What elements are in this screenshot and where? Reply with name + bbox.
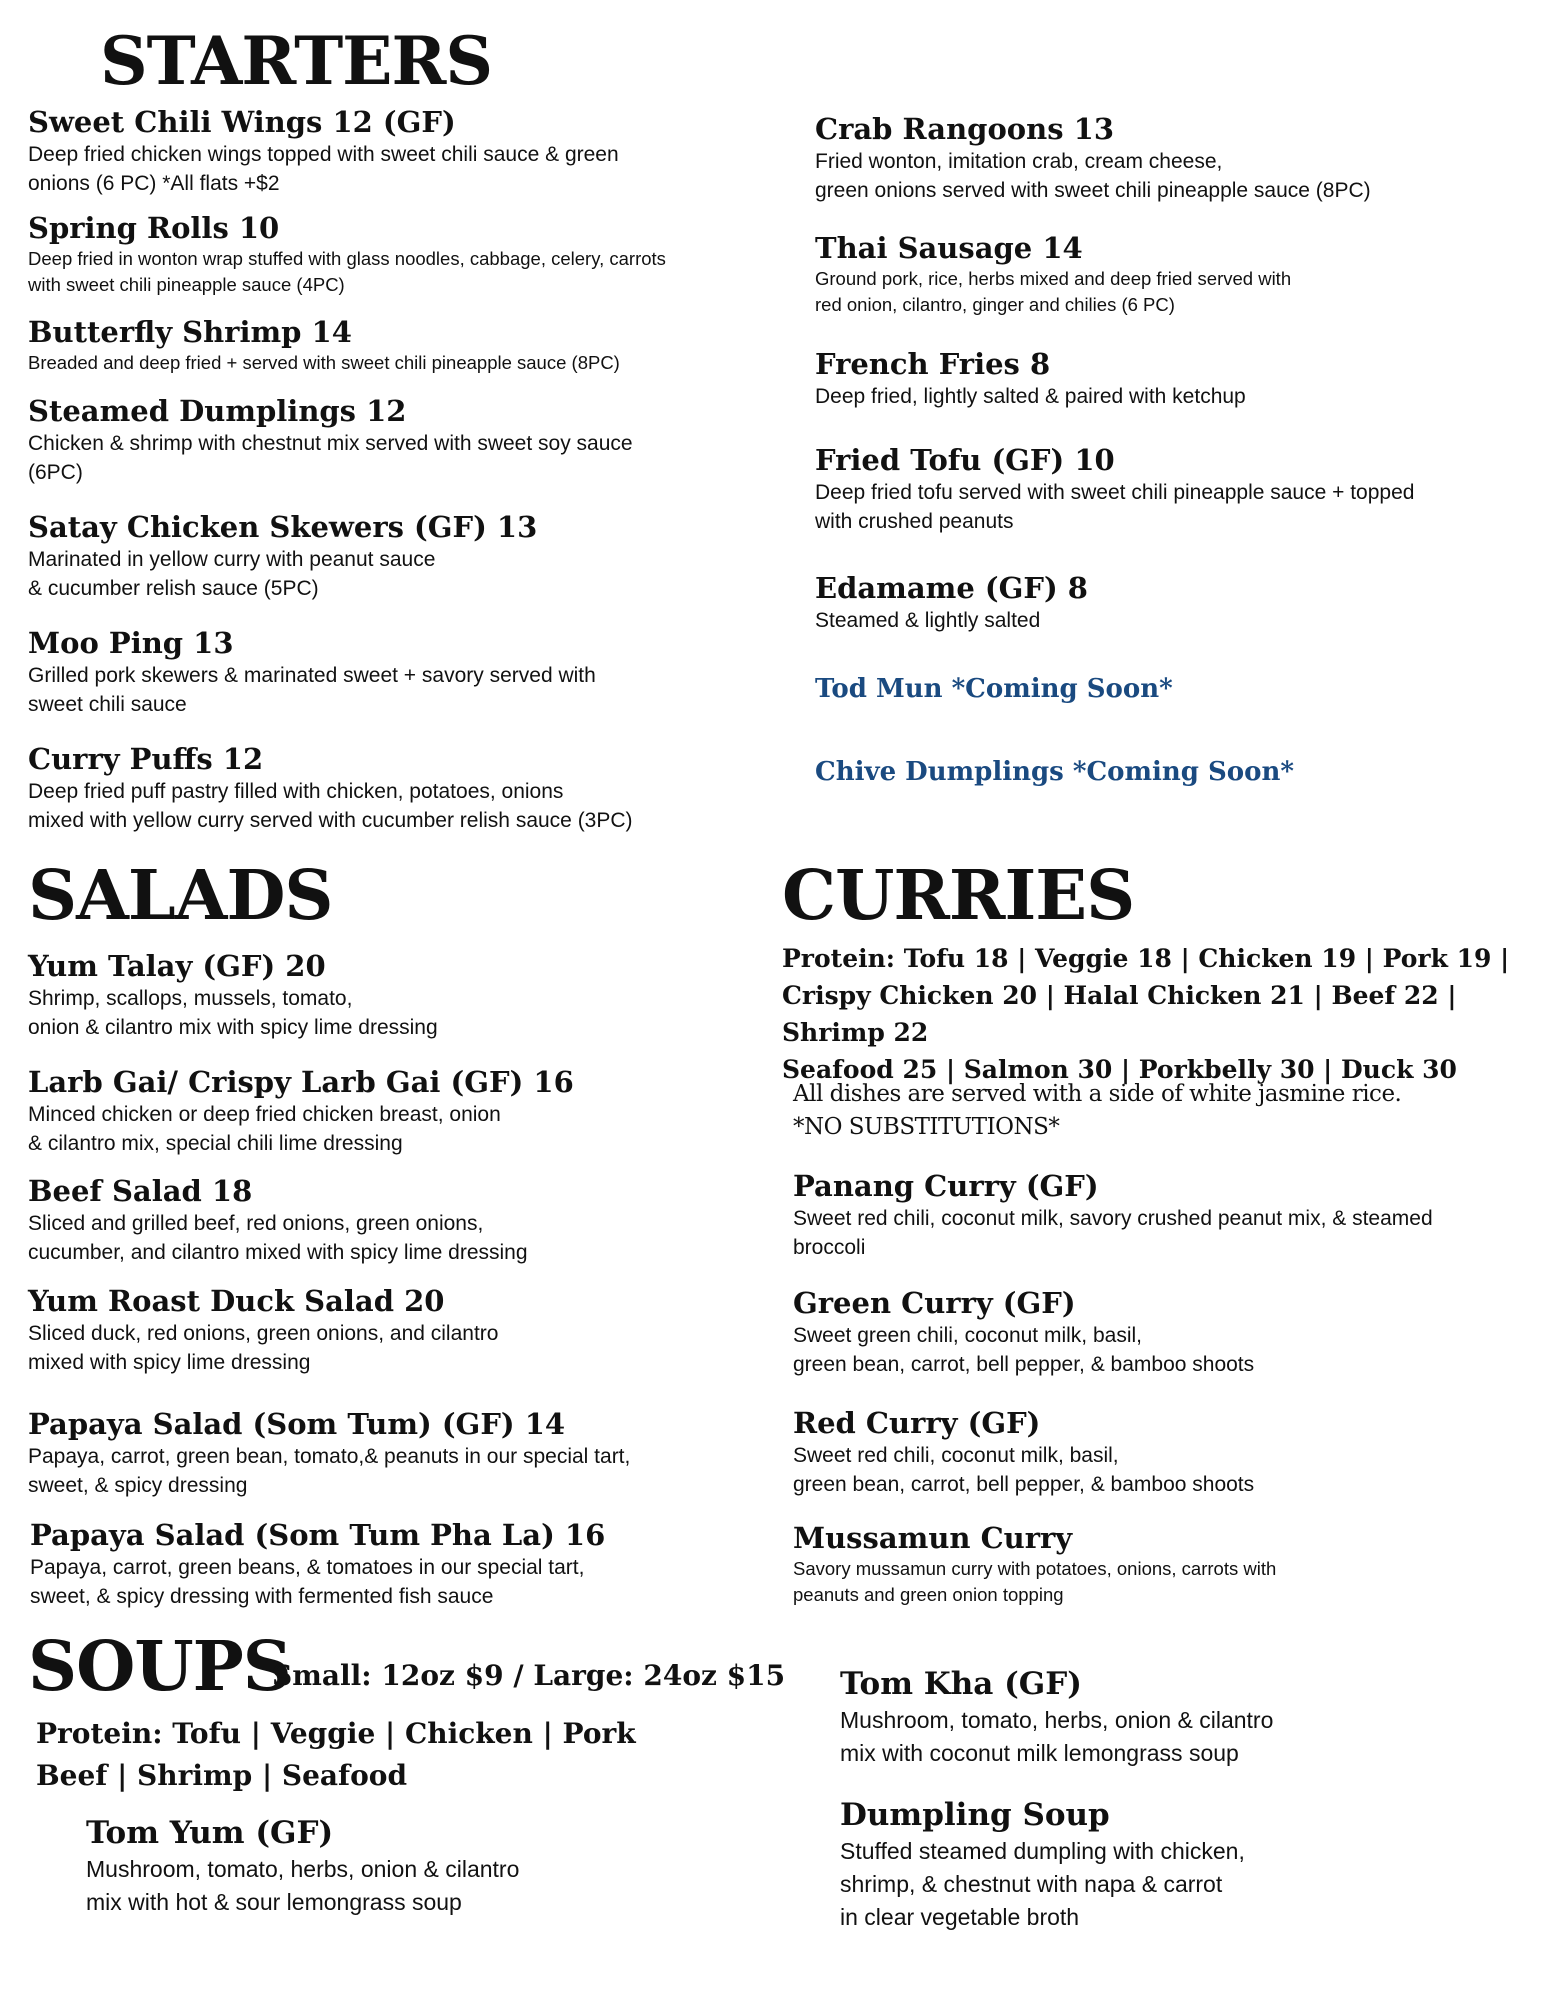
- item-description: Sweet green chili, coconut milk, basil, green bean, carrot, bell pepper, & bamboo shoots: [793, 1324, 1255, 1376]
- menu-item: [815, 570, 1535, 635]
- item-description: Ground pork, rice, herbs mixed and deep fried served with red onion, cilantro, ginger and chilies (6 PC): [815, 268, 1292, 315]
- item-name: Spring Rolls 10: [28, 211, 280, 245]
- item-description: Marinated in yellow curry with peanut sauce & cucumber relish sauce (5PC): [28, 548, 436, 600]
- item-description: Mushroom, tomato, herbs, onion & cilantro mix with coconut milk lemongrass soup: [840, 1707, 1274, 1766]
- item-description: Sliced duck, red onions, green onions, and cilantro mixed with spicy lime dressing: [28, 1322, 499, 1374]
- soups-sizes: Small: 12oz $9 / Large: 24oz $15: [272, 1659, 786, 1692]
- menu-item: [28, 1283, 748, 1377]
- soups-heading: SOUPS: [28, 1627, 291, 1707]
- menu-item: [28, 104, 748, 198]
- menu-item: [28, 948, 748, 1042]
- item-description: Deep fried puff pastry filled with chicken, potatoes, onions mixed with yellow curry served with cucumber relish sauce (3PC): [28, 780, 633, 832]
- item-description: Deep fried in wonton wrap stuffed with glass noodles, cabbage, celery, carrots with sweet chili pineapple sauce (4PC): [28, 248, 666, 295]
- menu-item: [815, 442, 1535, 536]
- item-name: Papaya Salad (Som Tum Pha La) 16: [30, 1518, 606, 1552]
- item-name: Beef Salad 18: [28, 1174, 253, 1208]
- item-name: Mussamun Curry: [793, 1521, 1073, 1555]
- item-description: Sweet red chili, coconut milk, savory crushed peanut mix, & steamed broccoli: [793, 1207, 1433, 1259]
- item-description: Grilled pork skewers & marinated sweet + savory served with sweet chili sauce: [28, 664, 596, 716]
- item-name: Tom Yum (GF): [86, 1815, 334, 1851]
- curries-heading: CURRIES: [782, 856, 1135, 936]
- item-description: Deep fried tofu served with sweet chili pineapple sauce + topped with crushed peanuts: [815, 481, 1415, 533]
- curries-note: All dishes are served with a side of white jasmine rice. *NO SUBSTITUTIONS*: [793, 1081, 1402, 1140]
- item-description: Shrimp, scallops, mussels, tomato, onion & cilantro mix with spicy lime dressing: [28, 987, 438, 1039]
- menu-item: [28, 1064, 748, 1158]
- menu-item: [28, 509, 748, 603]
- menu-item: [815, 346, 1535, 411]
- menu-item: [28, 314, 748, 376]
- item-description: Mushroom, tomato, herbs, onion & cilantro mix with hot & sour lemongrass soup: [86, 1856, 520, 1915]
- menu-item: [28, 625, 748, 719]
- coming-soon-chive-dumplings: Chive Dumplings *Coming Soon*: [815, 757, 1294, 787]
- item-name: Green Curry (GF): [793, 1286, 1076, 1320]
- menu-item: [793, 1285, 1513, 1379]
- item-description: Stuffed steamed dumpling with chicken, shrimp, & chestnut with napa & carrot in clear vegetable broth: [840, 1838, 1245, 1930]
- item-description: Fried wonton, imitation crab, cream cheese, green onions served with sweet chili pineapple sauce (8PC): [815, 150, 1371, 202]
- menu-item: [793, 1405, 1513, 1499]
- item-name: Yum Roast Duck Salad 20: [28, 1284, 445, 1318]
- item-description: Minced chicken or deep fried chicken breast, onion & cilantro mix, special chili lime dressing: [28, 1103, 501, 1155]
- item-name: Edamame (GF) 8: [815, 571, 1088, 605]
- item-description: Steamed & lightly salted: [815, 609, 1041, 632]
- item-name: Butterfly Shrimp 14: [28, 315, 352, 349]
- item-name: Sweet Chili Wings 12 (GF): [28, 105, 456, 139]
- item-name: Larb Gai/ Crispy Larb Gai (GF) 16: [28, 1065, 574, 1099]
- coming-soon-tod-mun: Tod Mun *Coming Soon*: [815, 674, 1173, 704]
- starters-heading: STARTERS: [100, 22, 492, 100]
- menu-item: [28, 393, 748, 487]
- menu-item: [793, 1168, 1513, 1262]
- item-description: Savory mussamun curry with potatoes, onions, carrots with peanuts and green onion topping: [793, 1558, 1277, 1605]
- menu-item: [815, 230, 1535, 318]
- item-name: Dumpling Soup: [840, 1797, 1110, 1833]
- item-description: Sliced and grilled beef, red onions, green onions, cucumber, and cilantro mixed with spicy lime dressing: [28, 1212, 528, 1264]
- item-name: Panang Curry (GF): [793, 1169, 1099, 1203]
- item-name: Thai Sausage 14: [815, 231, 1083, 265]
- menu-item: [28, 1406, 748, 1500]
- item-description: Breaded and deep fried + served with sweet chili pineapple sauce (8PC): [28, 352, 620, 373]
- menu-item: [30, 1517, 750, 1611]
- salads-heading: SALADS: [28, 856, 333, 936]
- item-name: Moo Ping 13: [28, 626, 234, 660]
- item-name: Curry Puffs 12: [28, 742, 264, 776]
- item-description: Deep fried chicken wings topped with sweet chili sauce & green onions (6 PC) *All flats +$2: [28, 143, 619, 195]
- menu-item: [840, 1795, 1545, 1934]
- item-name: French Fries 8: [815, 347, 1051, 381]
- curries-protein-prices: Protein: Tofu 18 | Veggie 18 | Chicken 19 | Pork 19 | Crispy Chicken 20 | Halal Chicken 21 | Beef 22 | Shrimp 22 Seafood 25 | Salmon 30 | Porkbelly 30 | Duck 30: [782, 944, 1510, 1084]
- item-name: Yum Talay (GF) 20: [28, 949, 326, 983]
- soups-protein: Protein: Tofu | Veggie | Chicken | Pork Beef | Shrimp | Seafood: [36, 1717, 636, 1792]
- item-name: Tom Kha (GF): [840, 1666, 1082, 1702]
- item-description: Deep fried, lightly salted & paired with ketchup: [815, 385, 1246, 408]
- item-name: Steamed Dumplings 12: [28, 394, 407, 428]
- menu-item: [86, 1813, 806, 1919]
- menu-item: [28, 1173, 748, 1267]
- menu-item: [815, 111, 1535, 205]
- item-description: Papaya, carrot, green beans, & tomatoes in our special tart, sweet, & spicy dressing with fermented fish sauce: [30, 1556, 585, 1608]
- menu-item: [28, 741, 748, 835]
- menu-item: [793, 1520, 1513, 1608]
- item-description: Chicken & shrimp with chestnut mix served with sweet soy sauce (6PC): [28, 432, 633, 484]
- menu-item: [28, 210, 748, 298]
- menu-item: [840, 1664, 1545, 1770]
- item-name: Satay Chicken Skewers (GF) 13: [28, 510, 538, 544]
- item-name: Papaya Salad (Som Tum) (GF) 14: [28, 1407, 566, 1441]
- item-description: Sweet red chili, coconut milk, basil, green bean, carrot, bell pepper, & bamboo shoots: [793, 1444, 1255, 1496]
- item-name: Crab Rangoons 13: [815, 112, 1114, 146]
- item-name: Fried Tofu (GF) 10: [815, 443, 1115, 477]
- item-name: Red Curry (GF): [793, 1406, 1041, 1440]
- item-description: Papaya, carrot, green bean, tomato,& peanuts in our special tart, sweet, & spicy dressing: [28, 1445, 631, 1497]
